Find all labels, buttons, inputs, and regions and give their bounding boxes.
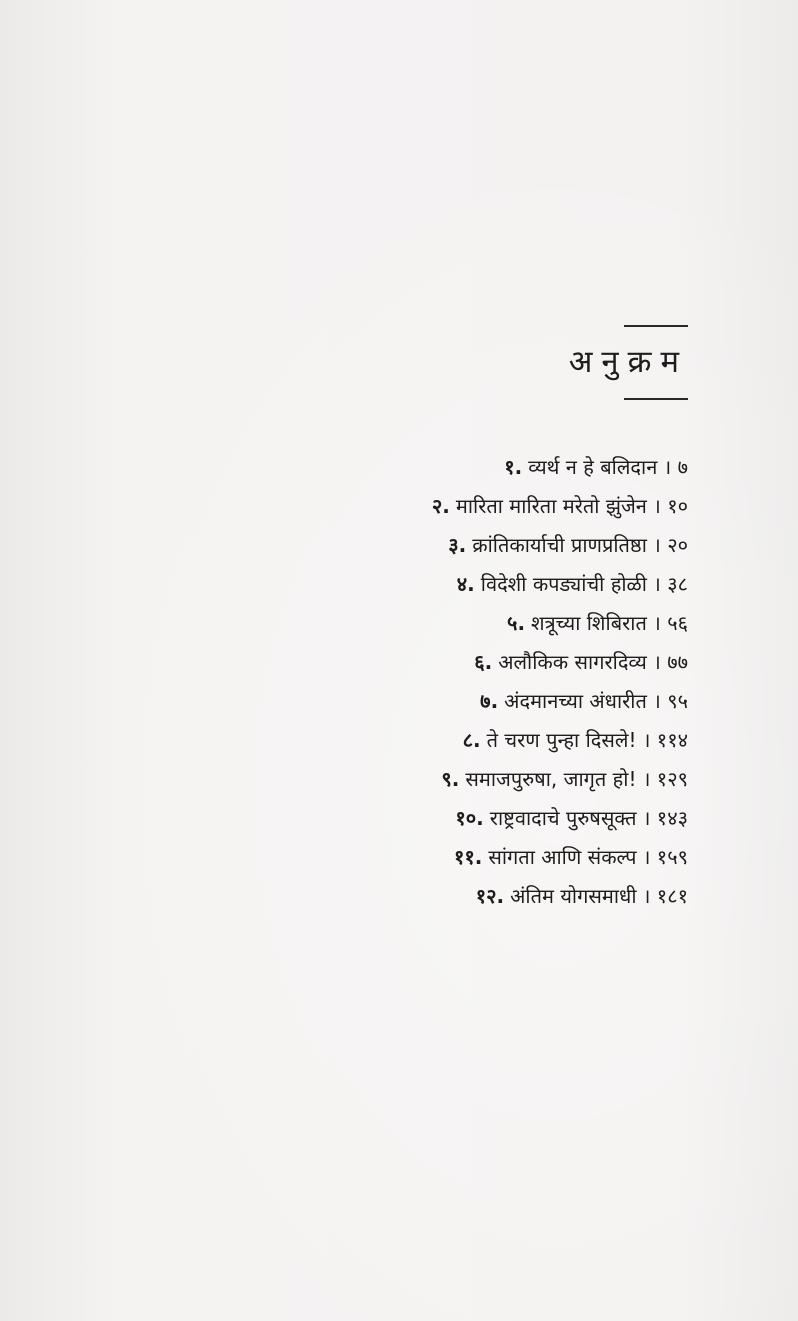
toc-entry-title: समाजपुरुषा, जागृत हो! [465,767,637,791]
heading-rule-bottom [624,398,688,400]
toc-entry-number: ३. [448,533,467,557]
toc-entry-title: विदेशी कपड्यांची होळी [480,572,647,596]
toc-entry-number: ५. [507,611,526,635]
toc-entry: १. व्यर्थ न हे बलिदान । ७ [504,455,688,479]
toc-entry: ७. अंदमानच्या अंधारीत । ९५ [480,689,688,713]
heading-rule-top [624,325,688,327]
toc-entry-title: शत्रूच्या शिबिरात [531,611,647,635]
toc-entry-number: ७. [480,689,499,713]
toc-entry: ११. सांगता आणि संकल्प । १५९ [453,845,688,869]
toc-entry: ५. शत्रूच्या शिबिरात । ५६ [507,611,688,635]
toc-entry-title: व्यर्थ न हे बलिदान [528,455,658,479]
toc-entry: ३. क्रांतिकार्याची प्राणप्रतिष्ठा । २० [448,533,688,557]
toc-entry-page: ११४ [656,728,688,752]
toc-entry: १०. राष्ट्रवादाचे पुरुषसूक्त । १४३ [455,806,688,830]
contents-heading: अनुक्रम [568,344,688,380]
toc-entry: ८. ते चरण पुन्हा दिसले! । ११४ [462,728,688,752]
toc-entry-number: ९. [441,767,460,791]
toc-entry-title: राष्ट्रवादाचे पुरुषसूक्त [489,806,637,830]
toc-entry-number: २. [431,494,450,518]
toc-entry-page: ९५ [667,689,688,713]
toc-entry-title: क्रांतिकार्याची प्राणप्रतिष्ठा [472,533,647,557]
toc-entry-title: अलौकिक सागरदिव्य [498,650,647,674]
toc-entry-number: ४. [456,572,475,596]
toc-entry: ६. अलौकिक सागरदिव्य । ७७ [474,650,688,674]
toc-entry-title: अंदमानच्या अंधारीत [504,689,647,713]
table-of-contents [432,448,688,916]
toc-entry-page: १८१ [656,884,688,908]
toc-entry-title: मारिता मारिता मरेतो झुंजेन [455,494,647,518]
toc-entry-page: ५६ [667,611,688,635]
toc-entry-page: ७ [677,455,688,479]
toc-entry-page: १० [667,494,688,518]
toc-entry-page: ७७ [667,650,688,674]
toc-entry: ४. विदेशी कपड्यांची होळी । ३८ [456,572,688,596]
toc-entry-page: १४३ [656,806,688,830]
toc-entry-page: २० [667,533,688,557]
toc-entry-number: ११. [453,845,483,869]
toc-entry-number: १. [504,455,523,479]
toc-entry: २. मारिता मारिता मरेतो झुंजेन । १० [431,494,688,518]
toc-entry: १२. अंतिम योगसमाधी । १८१ [475,884,688,908]
toc-entry-number: ८. [462,728,481,752]
toc-entry-title: सांगता आणि संकल्प [488,845,637,869]
toc-entry: ९. समाजपुरुषा, जागृत हो! । १२९ [441,767,688,791]
toc-entry-title: अंतिम योगसमाधी [510,884,637,908]
toc-entry-number: १०. [455,806,484,830]
toc-entry-number: १२. [475,884,505,908]
toc-entry-title: ते चरण पुन्हा दिसले! [486,728,637,752]
toc-entry-page: ३८ [667,572,688,596]
toc-entry-number: ६. [474,650,493,674]
toc-entry-page: १५९ [656,845,688,869]
toc-entry-page: १२९ [656,767,688,791]
